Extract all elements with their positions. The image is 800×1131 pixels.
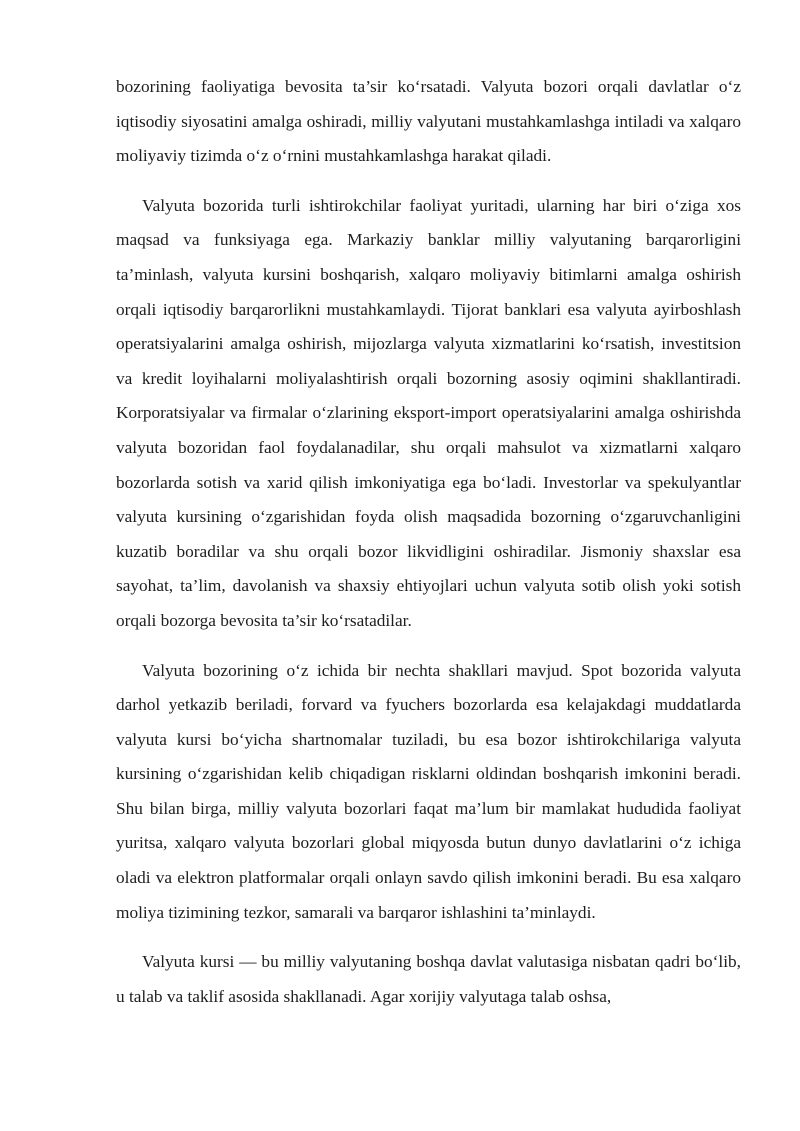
paragraph-market-forms: Valyuta bozorining o‘z ichida bir nechta shakllari mavjud. Spot bozorida valyuta darhol yetkazib beriladi, forvard va fyuchers bozorlarda esa kelajakdagi muddatlarda valyuta kursi bo‘yicha shartnomalar tuziladi, bu esa bozor ishtirokchilariga valyuta kursining o‘zgarishidan kelib chiqadigan risklarni oldindan boshqarish imkonini beradi. Shu bilan birga, milliy valyuta bozorlari faqat ma’lum bir mamlakat hududida faoliyat yuritsa, xalqaro valyuta bozorlari global miqyosda butun dunyo davlatlarini o‘z ichiga oladi va elektron platformalar orqali onlayn savdo qilish imkonini beradi. Bu esa xalqaro moliya tizimining tezkor, samarali va barqaror ishlashini ta’minlaydi. (116, 660, 741, 922)
document-body (116, 70, 741, 1029)
paragraph-exchange-rate: Valyuta kursi — bu milliy valyutaning boshqa davlat valutasiga nisbatan qadri bo‘lib, u talab va taklif asosida shakllanadi. Agar xorijiy valyutaga talab oshsa, (116, 952, 741, 1006)
paragraph-market-participants: Valyuta bozorida turli ishtirokchilar faoliyat yuritadi, ularning har biri o‘ziga xos maqsad va funksiyaga ega. Markaziy banklar milliy valyutaning barqarorligini ta’minlash, valyuta kursini boshqarish, xalqaro moliyaviy bitimlarni amalga oshirish orqali iqtisodiy barqarorlikni mustahkamlaydi. Tijorat banklari esa valyuta ayirboshlash operatsiyalarini amalga oshirish, mijozlarga valyuta xizmatlarini ko‘rsatish, investitsion va kredit loyihalarni moliyalashtirish orqali bozorning asosiy oqimini shakllantiradi. Korporatsiyalar va firmalar o‘zlarining eksport-import operatsiyalarini amalga oshirishda valyuta bozoridan faol foydalanadilar, shu orqali mahsulot va xizmatlarni xalqaro bozorlarda sotish va xarid qilish imkoniyatiga ega bo‘ladi. Investorlar va spekulyantlar valyuta kursining o‘zgarishidan foyda olish maqsadida bozorning o‘zgaruvchanligini kuzatib boradilar va shu orqali bozor likvidligini oshiradilar. Jismoniy shaxslar esa sayohat, ta’lim, davolanish va shaxsiy ehtiyojlari uchun valyuta sotib olish yoki sotish orqali bozorga bevosita ta’sir ko‘rsatadilar. (116, 195, 741, 630)
paragraph-continuation: bozorining faoliyatiga bevosita ta’sir ko‘rsatadi. Valyuta bozori orqali davlatlar o‘z iqtisodiy siyosatini amalga oshiradi, milliy valyutani mustahkamlashga intiladi va xalqaro moliyaviy tizimda o‘z o‘rnini mustahkamlashga harakat qiladi. (116, 77, 741, 166)
